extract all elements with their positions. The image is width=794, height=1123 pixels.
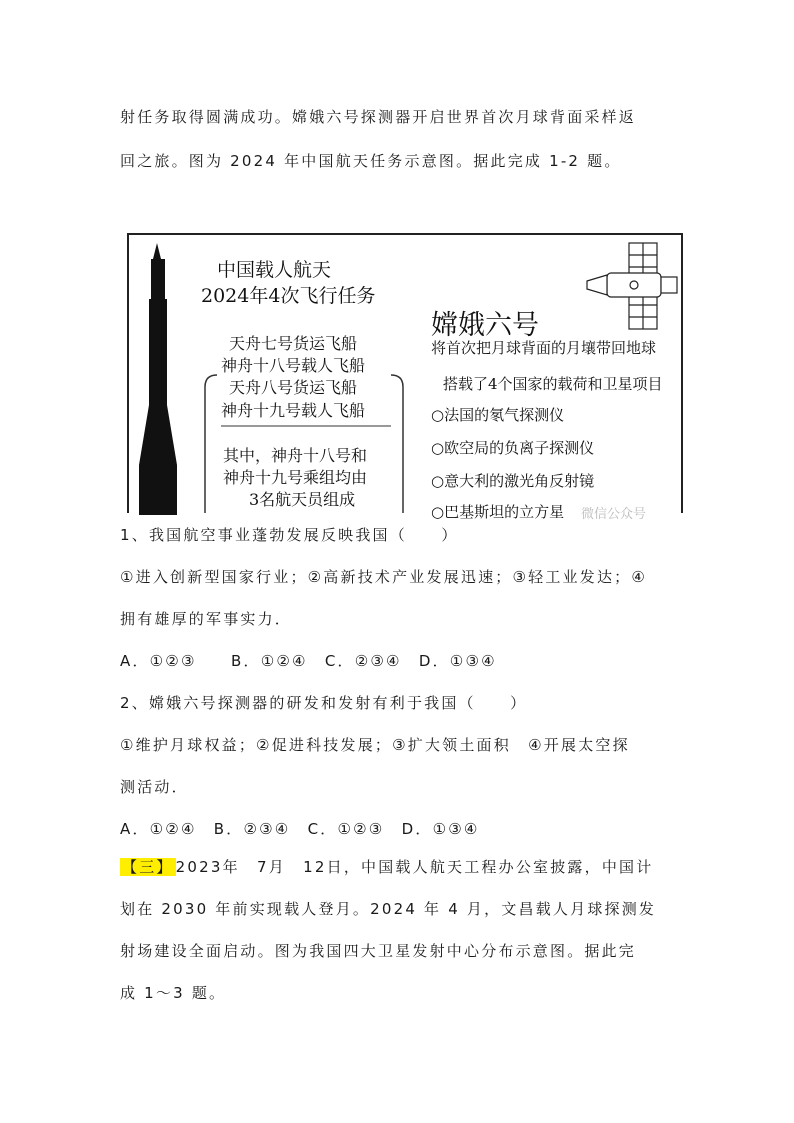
- crew-note-line: 神舟十九号乘组均由: [223, 468, 368, 487]
- payload-item: ○法国的氡气探测仪: [431, 406, 565, 424]
- question-2-options: A．①②④ B．②③④ C．①②③ D．①③④: [120, 820, 480, 838]
- watermark: 微信公众号: [581, 507, 647, 522]
- question-2-body-line-1: ①维护月球权益；②促进科技发展；③扩大领土面积 ④开展太空探: [120, 736, 630, 754]
- space-mission-figure: [127, 233, 683, 522]
- crew-note-line: 其中，神舟十八号和: [223, 446, 368, 465]
- question-1-stem: 1、我国航空事业蓬勃发展反映我国（ ）: [120, 526, 459, 544]
- mission-item: 天舟八号货运飞船: [229, 378, 358, 397]
- question-2-body-line-2: 测活动．: [120, 778, 189, 796]
- payload-heading: 搭载了4个国家的载荷和卫星项目: [443, 375, 663, 393]
- figure-title-line-1: 中国载人航天: [217, 259, 332, 281]
- intro-line-1: 射任务取得圆满成功。嫦娥六号探测器开启世界首次月球背面采样返: [120, 108, 637, 126]
- change6-title: 嫦娥六号: [431, 310, 539, 341]
- mission-item: 天舟七号货运飞船: [229, 334, 358, 353]
- question-2-stem: 2、嫦娥六号探测器的研发和发射有利于我国（ ）: [120, 694, 528, 712]
- question-1-body-line-2: 拥有雄厚的军事实力．: [120, 610, 293, 628]
- satellite-icon: [587, 243, 677, 329]
- payload-item: ○巴基斯坦的立方星: [431, 503, 565, 521]
- mission-item: 神舟十八号载人飞船: [221, 356, 366, 375]
- payload-item: ○欧空局的负离子探测仪: [431, 439, 595, 457]
- section-3-line-1-text: 2023年 7月 12日，中国载人航天工程办公室披露，中国计: [175, 858, 654, 876]
- intro-line-2: 回之旅。图为 2024 年中国航天任务示意图。据此完成 1-2 题。: [120, 152, 622, 170]
- section-3-line-2: 划在 2030 年前实现载人登月。2024 年 4 月，文昌载人月球探测发: [120, 900, 657, 918]
- section-tag: 【三】: [122, 858, 174, 876]
- change6-subtitle: 将首次把月球背面的月壤带回地球: [431, 339, 657, 357]
- question-1-body-line-1: ①进入创新型国家行业；②高新技术产业发展迅速；③轻工业发达；④: [120, 568, 647, 586]
- section-3-line-1: [120, 856, 653, 877]
- question-1-options: A．①②③ B．①②④ C．②③④ D．①③④: [120, 652, 497, 670]
- rocket-icon: [139, 243, 177, 515]
- figure-title-line-2: 2024年4次飞行任务: [201, 285, 376, 307]
- section-3-line-4: 成 1～3 题。: [120, 984, 227, 1002]
- crew-note-line: 3名航天员组成: [249, 490, 356, 509]
- payload-item: ○意大利的激光角反射镜: [431, 472, 595, 490]
- mission-item: 神舟十九号载人飞船: [221, 401, 366, 420]
- section-3-line-3: 射场建设全面启动。图为我国四大卫星发射中心分布示意图。据此完: [120, 942, 637, 960]
